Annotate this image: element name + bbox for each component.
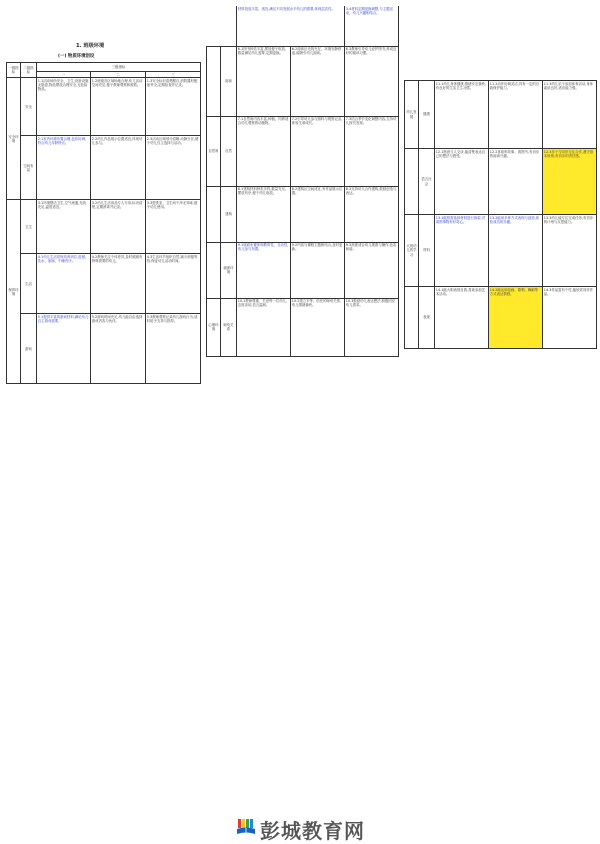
p2-row2-text-1: 7.1自然角内容丰富,种植、饲养适合幼儿观察的动植物。 (237, 116, 291, 186)
continued-text: 材料投放丰富、适宜,满足不同发展水平幼儿的需要,体现层次性。 (237, 6, 345, 46)
p3-row4-text-1: 14.1能大胆表现自我,喜欢参加艺术活动。 (435, 287, 489, 349)
header-sub-3: 三 (146, 72, 201, 78)
row-a-level1: 安全环境 (7, 78, 21, 200)
p2-row5-text-3: 10.3鼓励幼儿表达想法,积极回应幼儿需求。 (345, 298, 399, 356)
document-page-1 (2, 0, 202, 405)
row-d-text-3: 4.3生活环节组织自然,减少消极等待,保证幼儿活动时间。 (146, 254, 201, 314)
p3-row3-level1: 大班幼儿的学习 (405, 215, 419, 287)
p2-row2-level1: 自然角 (207, 116, 221, 186)
p3-row1-text-2: 11.2动作协调灵活,具有一定的自我保护能力。 (489, 81, 543, 149)
p3-row1-text-3: 11.3幼儿乐于参加体育活动,身体素质良好,适应能力强。 (543, 81, 597, 149)
p2-row4-text-3: 9.3高度适合幼儿观看与操作,色彩和谐。 (345, 242, 399, 298)
header-level3: 三级指标 (37, 63, 201, 72)
p2-row2-text-2: 7.2引导幼儿参与照料与观察记录,体验生命成长。 (291, 116, 345, 186)
book-logo-icon (236, 818, 256, 836)
p3-row3-text-1: 13.1能按需选择材料进行探索,对周围事物有好奇心。 (435, 215, 489, 287)
p3-row1-level1: 幼儿发展 (405, 81, 419, 149)
p3-row2-text-1: 12.1愿意与人交谈,能清楚表达自己的想法与感受。 (435, 149, 489, 215)
evaluation-table-1 (6, 62, 201, 384)
row-e-text-3: 5.3教师观察记录幼儿游戏行为,适时给予支持与指导。 (146, 314, 201, 384)
p2-row1-text-3: 6.3教师引导幼儿爱护图书,养成良好的阅读习惯。 (345, 46, 399, 116)
p3-row4-level1 (405, 287, 419, 349)
row-b-level2: 空间布局 (21, 136, 37, 200)
p2-row5-text-1: 10.1教师尊重、关爱每一位幼儿,态度亲切,语言温和。 (237, 298, 291, 356)
row-b-text-1: 2.1室内环境布置合理,色彩协调,符合幼儿年龄特点。 (37, 136, 91, 200)
p3-row3-text-2: 13.2能用多种方式表现与创造,体验成功的乐趣。 (489, 215, 543, 287)
p2-row5-text-2: 10.2建立平等、信任的师幼关系,幼儿情绪愉快。 (291, 298, 345, 356)
p2-row4-level2: 墙面环境 (221, 242, 237, 298)
site-brand-text: 彭城教育网 (260, 819, 365, 843)
p2-row1-text-1: 6.1图书种类丰富,摆放便于取放,数量满足幼儿需要,定期更换。 (237, 46, 291, 116)
p3-row2-level1 (405, 149, 419, 215)
header-sub-2: 二 (91, 72, 146, 78)
evaluation-table-3 (404, 80, 597, 349)
row-d-text-1: 4.1幼儿生活常规培养到位,进餐、饮水、如厕、午睡有序。 (37, 254, 91, 314)
p3-row4-text-2-highlighted: 14.2能运用绘画、歌唱、舞蹈等方式表达情感。 (489, 287, 543, 349)
row-c-level2: 卫生 (21, 200, 37, 254)
row-e-level2: 游戏 (21, 314, 37, 384)
p2-row4-level1 (207, 242, 221, 298)
p3-row4-text-3: 14.3作品富有个性,能欣赏同伴作品。 (543, 287, 597, 349)
header-sub-1: 一 (37, 72, 91, 78)
p2-row3-text-3: 8.3支持幼儿合作建构,鼓励创造与表达。 (345, 186, 399, 242)
row-d-level2: 生活 (21, 254, 37, 314)
row-d-text-2: 4.2教师关注个体差异,及时照顾有特殊需要的幼儿。 (91, 254, 146, 314)
p2-row4-text-1: 9.1墙面布置体现教育性、互动性,幼儿参与布置。 (237, 242, 291, 298)
p3-row1-text-1: 11.1幼儿身体健康,情绪安定愉快,有良好的生活卫生习惯。 (435, 81, 489, 149)
p2-row3-text-2: 8.2建构区空间适宜,有作品展示位置。 (291, 186, 345, 242)
document-page-2 (204, 0, 400, 405)
row-a-text-3: 1.3安全标识清楚醒目,消防器材配备齐全,定期检查并记录。 (146, 78, 201, 136)
p3-row3-level2: 材料 (419, 215, 435, 287)
header-level1: 一级指标 (7, 63, 21, 78)
p3-row2-text-2: 12.2喜欢听故事、看图书,有初步的阅读兴趣。 (489, 149, 543, 215)
p2-row1-level1 (207, 46, 221, 116)
p2-row3-text-1: 8.1建构材料种类多样,数量充足,摆放有序,便于幼儿取放。 (237, 186, 291, 242)
row-b-text-2: 2.2幼儿作品展示位置适宜,体现幼儿参与。 (91, 136, 146, 200)
row-e-text-1: 5.1提供丰富的游戏材料,满足幼儿自主游戏需要。 (37, 314, 91, 384)
row-a-text-1: 1.1活动场所安全、卫生,设备设施无隐患,物品摆放合理安全,无危险物品。 (37, 78, 91, 136)
p3-row2-level2: 语言社会 (419, 149, 435, 215)
subsection-title: (一) 物质环境创设 (58, 54, 95, 59)
p2-row2-text-3: 7.3结合季节变化调整内容,支持幼儿探究发现。 (345, 116, 399, 186)
row-a-text-2: 1.2班级各区域场地合理,幼儿活动空间充足,便于教师观察和照看。 (91, 78, 146, 136)
row-a-level2: 安全 (21, 78, 37, 136)
p3-row2-text-3-highlighted: 12.3乐于与同伴交往合作,遵守基本规则,有初步的责任感。 (543, 149, 597, 215)
row-c-text-3: 3.3盥洗室、卫生间干净无异味,便于幼儿使用。 (146, 200, 201, 254)
continued-blank (207, 6, 237, 46)
row-c-text-2: 3.2幼儿生活用品专人专用,标识清楚,定期消毒并记录。 (91, 200, 146, 254)
evaluation-table-2 (206, 6, 399, 357)
p2-row3-level2: 建构 (221, 186, 237, 242)
p3-row1-level2: 健康 (419, 81, 435, 149)
p2-row1-level2: 阅读 (221, 46, 237, 116)
p2-row3-level1 (207, 186, 221, 242)
footer-watermark (0, 405, 600, 843)
section-title: 1. 班级环境 (76, 43, 105, 49)
header-level2: 二级指标 (21, 63, 37, 78)
row-e-text-2: 5.2游戏时间充足,幼儿能自由选择游戏内容与伙伴。 (91, 314, 146, 384)
row-b-text-3: 2.3活动区域划分清晰,动静分区,便于幼儿自主选择与活动。 (146, 136, 201, 200)
p2-row5-level1: 心理环境 (207, 298, 221, 356)
p3-row4-level2: 表现 (419, 287, 435, 349)
p2-row1-text-2: 6.2阅读区光线充足、环境安静舒适,能吸引幼儿阅读。 (291, 46, 345, 116)
p3-row3-text-3: 13.3幼儿能专注完成任务,有初步的计划与反思能力。 (543, 215, 597, 287)
row-d-level1: 保育环境 (7, 200, 21, 384)
p2-row2-level2: 自然 (221, 116, 237, 186)
p2-row5-level2: 师幼关系 (221, 298, 237, 356)
document-page-3 (402, 0, 598, 405)
row-c-text-1: 3.1环境整洁卫生,空气流通,光线充足,温度适宜。 (37, 200, 91, 254)
continued-text-right: 3.4材料定期更换调整,与主题活动、幼儿兴趣相结合。 (345, 6, 399, 46)
p2-row4-text-2: 9.2内容与课程主题相结合,及时更新。 (291, 242, 345, 298)
